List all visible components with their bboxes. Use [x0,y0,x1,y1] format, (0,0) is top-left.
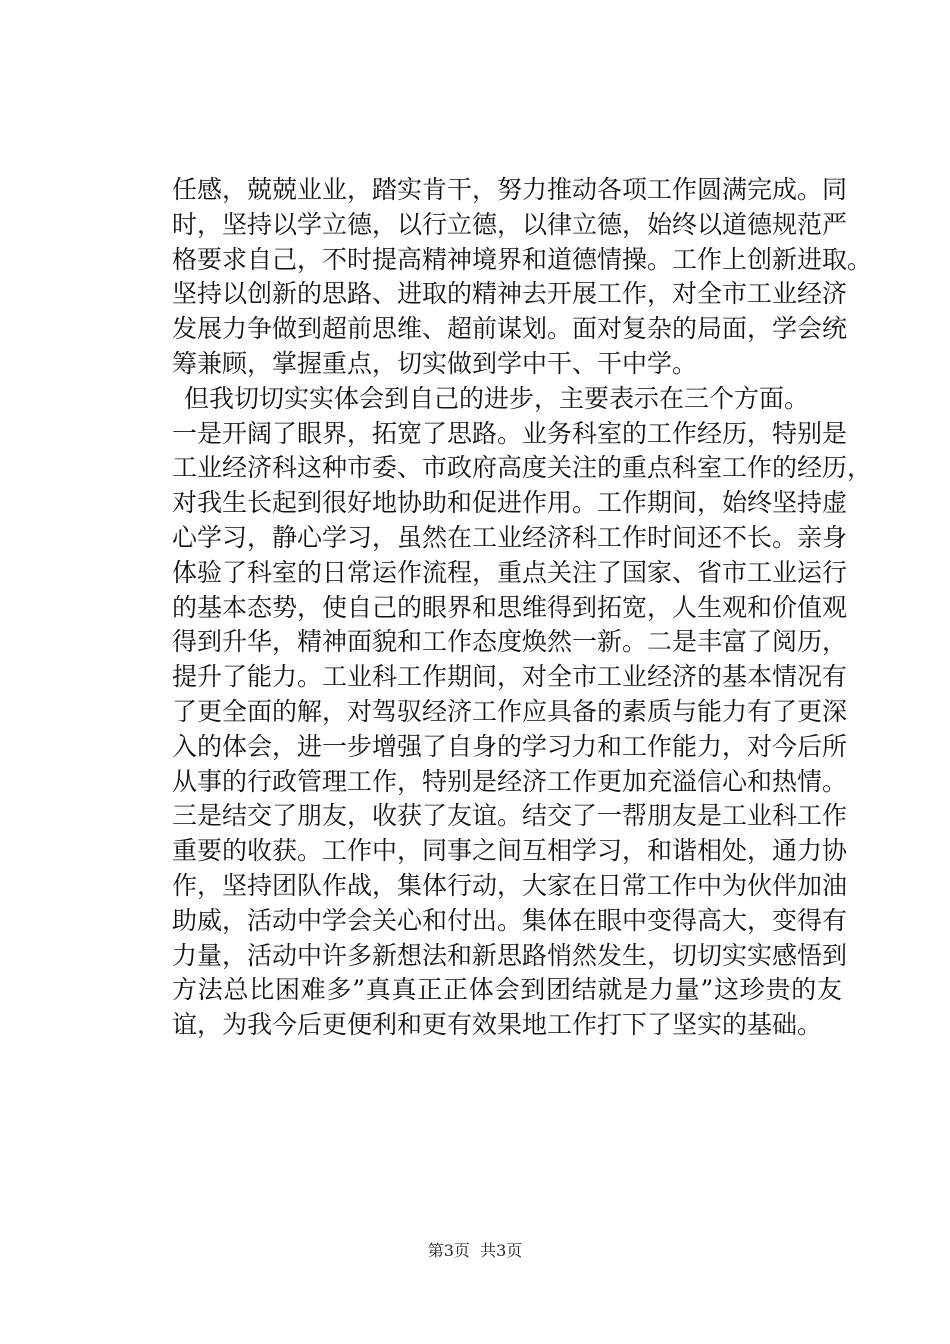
text-line: 体验了科室的日常运作流程，重点关注了国家、省市工业运行 [172,557,848,587]
text-line: 任感，兢兢业业，踏实肯干，努力推动各项工作圆满完成。同 [172,175,848,204]
document-body [172,173,873,1043]
text-line: 发展力争做到超前思维、超前谋划。面对复杂的局面，学会统 [172,314,848,344]
text-line: 力量，活动中许多新想法和新思路悄然发生，切切实实感悟到 [172,940,848,970]
text-line: 三是结交了朋友，收获了友谊。结交了一帮朋友是工业科工作 [172,801,848,831]
text-line: 的基本态势，使自己的眼界和思维得到拓宽，人生观和价值观 [172,592,848,622]
text-line: 时，坚持以学立德，以行立德，以律立德，始终以道德规范严 [172,209,848,239]
page-footer [0,1241,950,1261]
text-line: 入的体会，进一步增强了自身的学习力和工作能力，对今后所 [172,731,848,761]
text-line: 方法总比困难多”真真正正体会到团结就是力量”这珍贵的友 [172,975,842,1005]
text-line: 得到升华，精神面貌和工作态度焕然一新。二是丰富了阅历， [172,627,848,657]
text-line: 一是开阔了眼界，拓宽了思路。业务科室的工作经历，特别是 [172,418,848,448]
text-line: 坚持以创新的思路、进取的精神去开展工作，对全市工业经济 [172,279,848,309]
text-line: 格要求自己，不时提高精神境界和道德情操。工作上创新进取。 [172,244,873,274]
text-line: 从事的行政管理工作，特别是经济工作更加充溢信心和热情。 [172,766,848,796]
page-number: 第3页 [427,1241,470,1260]
page-total: 共3页 [480,1241,523,1260]
text-line: 工业经济科这种市委、市政府高度关注的重点科室工作的经历， [172,453,873,483]
text-line: 重要的收获。工作中，同事之间互相学习，和谐相处，通力协 [172,836,848,866]
text-line: 助威，活动中学会关心和付出。集体在眼中变得高大，变得有 [172,905,848,935]
text-line: 提升了能力。工业科工作期间，对全市工业经济的基本情况有 [172,662,848,692]
paragraph-start-line: 但我切切实实体会到自己的进步，主要表示在三个方面。 [184,383,810,413]
text-line: 了更全面的解，对驾驭经济工作应具备的素质与能力有了更深 [172,696,848,726]
text-line: 筹兼顾，掌握重点，切实做到学中干、干中学。 [172,348,698,378]
text-line: 作，坚持团队作战，集体行动，大家在日常工作中为伙伴加油 [172,870,848,900]
text-line: 对我生长起到很好地协助和促进作用。工作期间，始终坚持虚 [172,488,848,518]
text-line: 心学习，静心学习，虽然在工业经济科工作时间还不长。亲身 [172,522,848,552]
text-line: 谊，为我今后更便利和更有效果地工作打下了坚实的基础。 [172,1010,823,1040]
